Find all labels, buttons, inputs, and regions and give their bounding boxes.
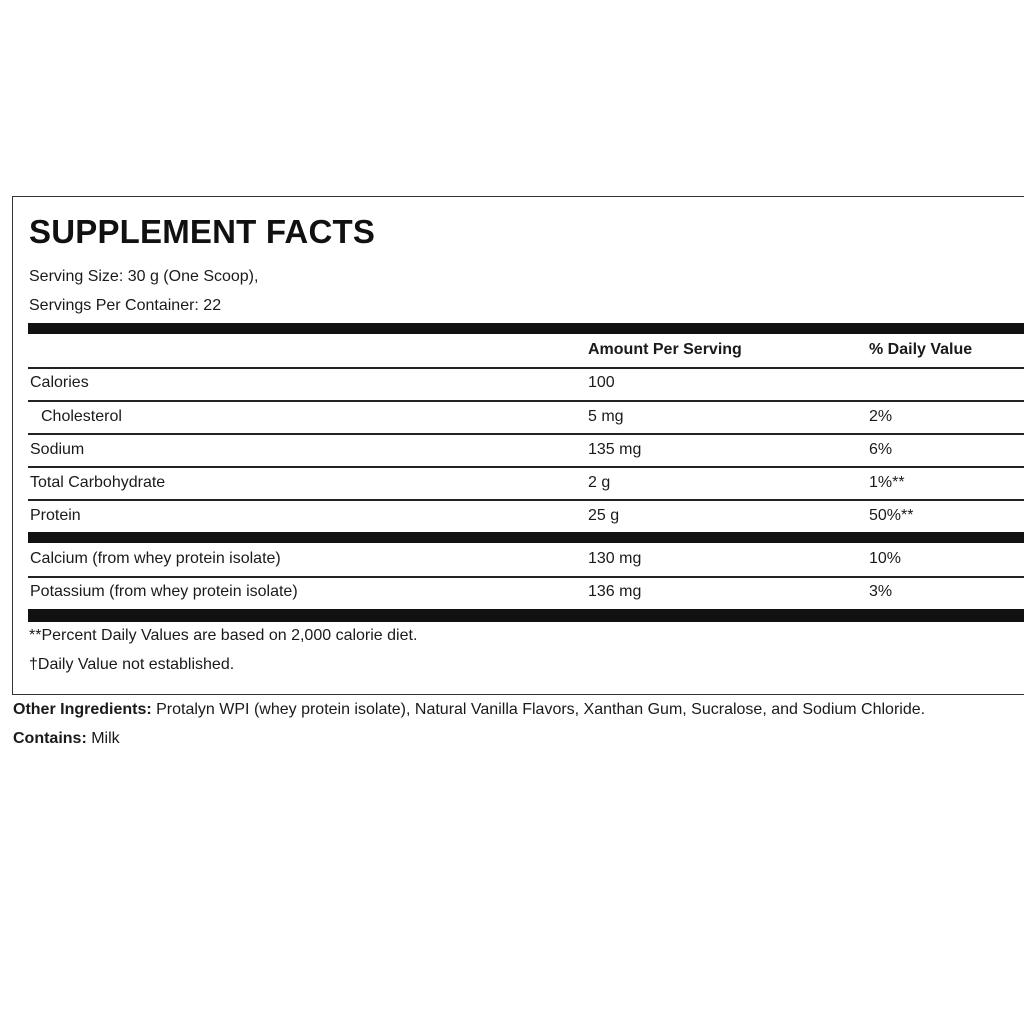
row-amount-potassium: 136 mg	[588, 583, 642, 600]
row-amount-calcium: 130 mg	[588, 550, 642, 567]
servings-per-container: Servings Per Container: 22	[29, 297, 222, 314]
row-divider	[28, 499, 1024, 501]
row-amount-calories: 100	[588, 374, 615, 391]
row-divider	[28, 466, 1024, 468]
contains-label: Contains:	[13, 730, 87, 747]
page-title: SUPPLEMENT FACTS	[29, 213, 376, 250]
row-name-sodium: Sodium	[30, 441, 85, 458]
row-name-total-carbohydrate: Total Carbohydrate	[30, 474, 166, 491]
row-divider	[28, 576, 1024, 578]
row-divider	[28, 433, 1024, 435]
row-dv-potassium: 3%	[869, 583, 893, 600]
other-ingredients	[13, 700, 925, 720]
row-dv-total-carbohydrate: 1%**	[869, 474, 905, 491]
bottom-thick-divider	[28, 609, 1024, 622]
header-divider	[28, 367, 1024, 369]
contains-text: Milk	[86, 730, 120, 747]
row-dv-cholesterol: 2%	[869, 408, 893, 425]
amount-per-serving-header: Amount Per Serving	[588, 341, 742, 358]
row-amount-protein: 25 g	[588, 507, 620, 524]
row-dv-sodium: 6%	[869, 441, 893, 458]
middle-thick-divider	[28, 532, 1024, 543]
row-name-calories: Calories	[30, 374, 89, 391]
row-amount-total-carbohydrate: 2 g	[588, 474, 611, 491]
row-dv-calcium: 10%	[869, 550, 902, 567]
row-name-protein: Protein	[30, 507, 81, 524]
contains	[13, 729, 120, 749]
daily-value-header: % Daily Value	[869, 341, 973, 358]
row-amount-cholesterol: 5 mg	[588, 408, 624, 425]
row-name-calcium: Calcium (from whey protein isolate)	[30, 550, 281, 567]
top-thick-divider	[28, 323, 1024, 334]
row-amount-sodium: 135 mg	[588, 441, 642, 458]
footnote-not-established: †Daily Value not established.	[29, 656, 235, 673]
other-ingredients-label: Other Ingredients:	[13, 701, 152, 718]
footnote-daily-values: **Percent Daily Values are based on 2,000 calorie diet.	[29, 627, 418, 644]
row-divider	[28, 400, 1024, 402]
row-name-cholesterol: Cholesterol	[41, 408, 122, 425]
row-dv-protein: 50%**	[869, 507, 914, 524]
row-name-potassium: Potassium (from whey protein isolate)	[30, 583, 298, 600]
other-ingredients-text: Protalyn WPI (whey protein isolate), Natural Vanilla Flavors, Xanthan Gum, Sucralose, and Sodium Chloride.	[151, 701, 926, 718]
serving-size: Serving Size: 30 g (One Scoop),	[29, 268, 259, 285]
